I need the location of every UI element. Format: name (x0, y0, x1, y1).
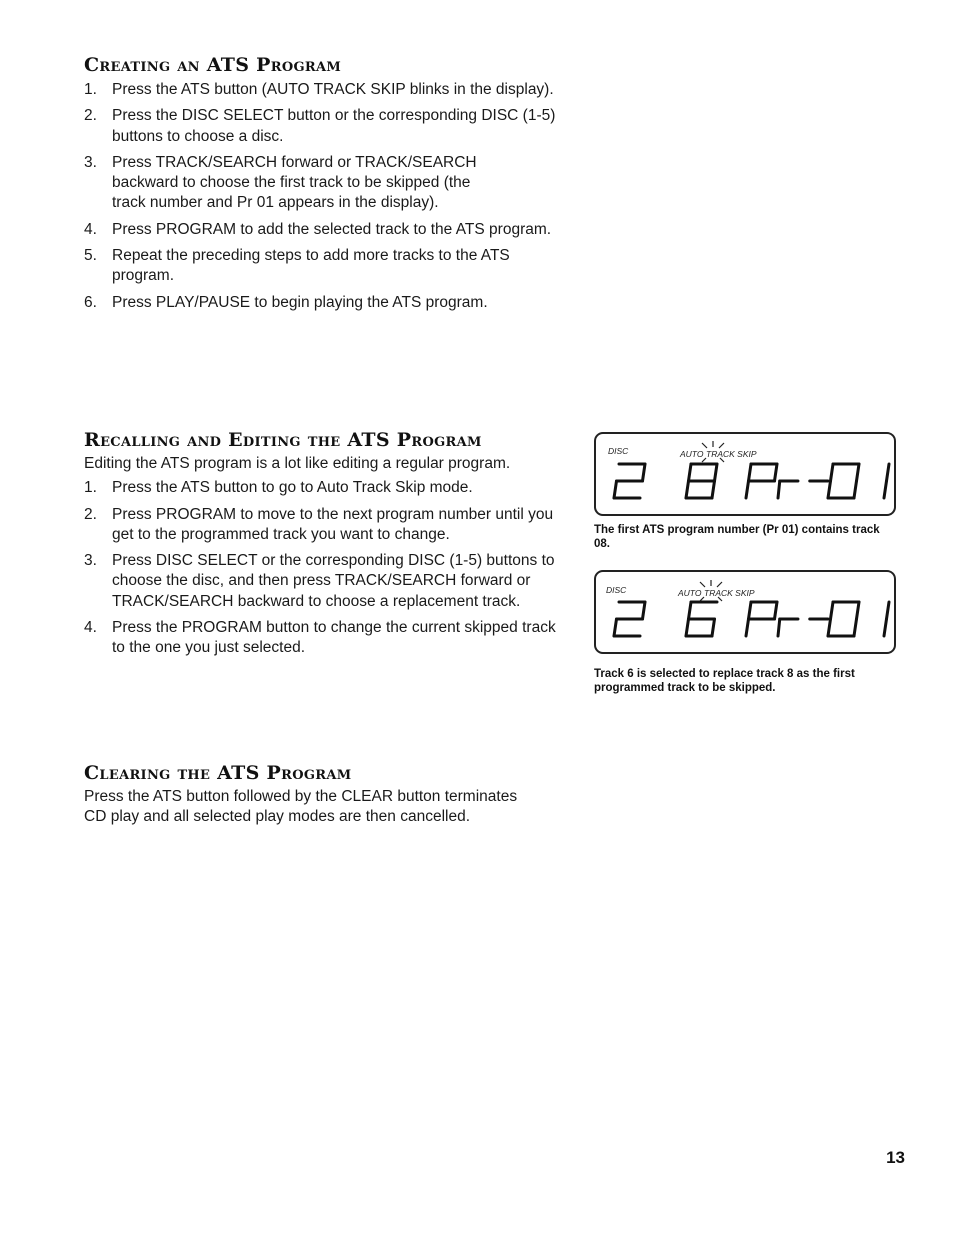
figure-caption: Track 6 is selected to replace track 8 as the first programmed track to be skipped. (594, 668, 855, 694)
step-number: 5. (84, 247, 97, 265)
section-heading: Recalling and Editing the ATS Program (84, 429, 482, 451)
steps-list (84, 80, 562, 313)
segment-char (884, 464, 889, 498)
segment-char (828, 464, 859, 498)
step-text: Press DISC SELECT or the corresponding DISC (1-5) buttons to choose the disc, and then press TRACK/SEARCH forward or TRACK/SEARCH backward to choose a replacement track. (112, 552, 555, 610)
step-text: Press TRACK/SEARCH forward or TRACK/SEARCH backward to choose the first track to be skipped (the track number and Pr 01 appears in the display). (112, 153, 477, 212)
section-creating-ats-program (84, 54, 562, 319)
segment-char (686, 602, 717, 636)
track-skip-indicator: TRACK SKIP (706, 449, 757, 459)
step-text: Repeat the preceding steps to add more tracks to the ATS program. (112, 247, 510, 285)
segment-char (746, 602, 777, 636)
step-number: 6. (84, 293, 97, 311)
lcd-display-track-6 (594, 570, 896, 654)
segment-char (614, 602, 645, 636)
segment-char (828, 602, 859, 636)
step-text: Press PLAY/PAUSE to begin playing the ATS program. (112, 293, 488, 311)
step-item (84, 505, 562, 546)
step-number: 1. (84, 81, 97, 98)
step-text: Press the ATS button (AUTO TRACK SKIP blinks in the display). (112, 81, 554, 98)
steps-list (84, 478, 562, 658)
step-item (84, 478, 562, 498)
step-text: Press PROGRAM to move to the next program number until you get to the programmed track you want to change. (112, 505, 554, 543)
step-number: 2. (84, 505, 97, 523)
section-clearing-ats-program (84, 762, 524, 828)
section-recalling-editing (84, 429, 562, 665)
segment-char (778, 619, 798, 636)
step-item (84, 80, 562, 100)
section-heading: Creating an ATS Program (84, 54, 342, 76)
step-item (84, 293, 562, 313)
step-number: 2. (84, 107, 97, 125)
auto-indicator: AUTO (678, 588, 702, 598)
step-text: Press PROGRAM to add the selected track to the ATS program. (112, 220, 552, 238)
step-item (84, 153, 562, 214)
page-number: 13 (886, 1148, 905, 1167)
step-item (84, 220, 562, 240)
step-text: Press the DISC SELECT button or the corresponding DISC (1-5) buttons to choose a disc. (112, 107, 556, 145)
step-item (84, 618, 562, 659)
segment-char (778, 481, 798, 498)
step-number: 3. (84, 153, 97, 171)
step-number: 4. (84, 619, 97, 637)
step-item (84, 106, 562, 147)
step-number: 3. (84, 552, 97, 570)
segment-char (686, 464, 717, 498)
figure-caption: The first ATS program number (Pr 01) contains track 08. (594, 524, 880, 550)
segment-digits (596, 572, 894, 652)
segment-digits (596, 434, 894, 514)
segment-char (614, 464, 645, 498)
step-item (84, 246, 562, 287)
section-heading: Clearing the ATS Program (84, 762, 352, 784)
disc-indicator: DISC (606, 585, 627, 595)
intro-paragraph: Editing the ATS program is a lot like editing a regular program. (84, 455, 511, 472)
step-text: Press the ATS button to go to Auto Track Skip mode. (112, 479, 473, 497)
step-number: 4. (84, 220, 97, 238)
segment-char (746, 464, 777, 498)
lcd-display-track-8 (594, 432, 896, 516)
disc-indicator: DISC (608, 446, 629, 456)
auto-indicator: AUTO (680, 449, 704, 459)
step-text: Press the PROGRAM button to change the current skipped track to the one you just selected. (112, 619, 556, 657)
body-paragraph: Press the ATS button followed by the CLEAR button terminates CD play and all selected play modes are then cancelled. (84, 788, 518, 826)
segment-char (884, 602, 889, 636)
step-number: 1. (84, 479, 97, 497)
step-item (84, 551, 562, 612)
track-skip-indicator: TRACK SKIP (704, 588, 755, 598)
